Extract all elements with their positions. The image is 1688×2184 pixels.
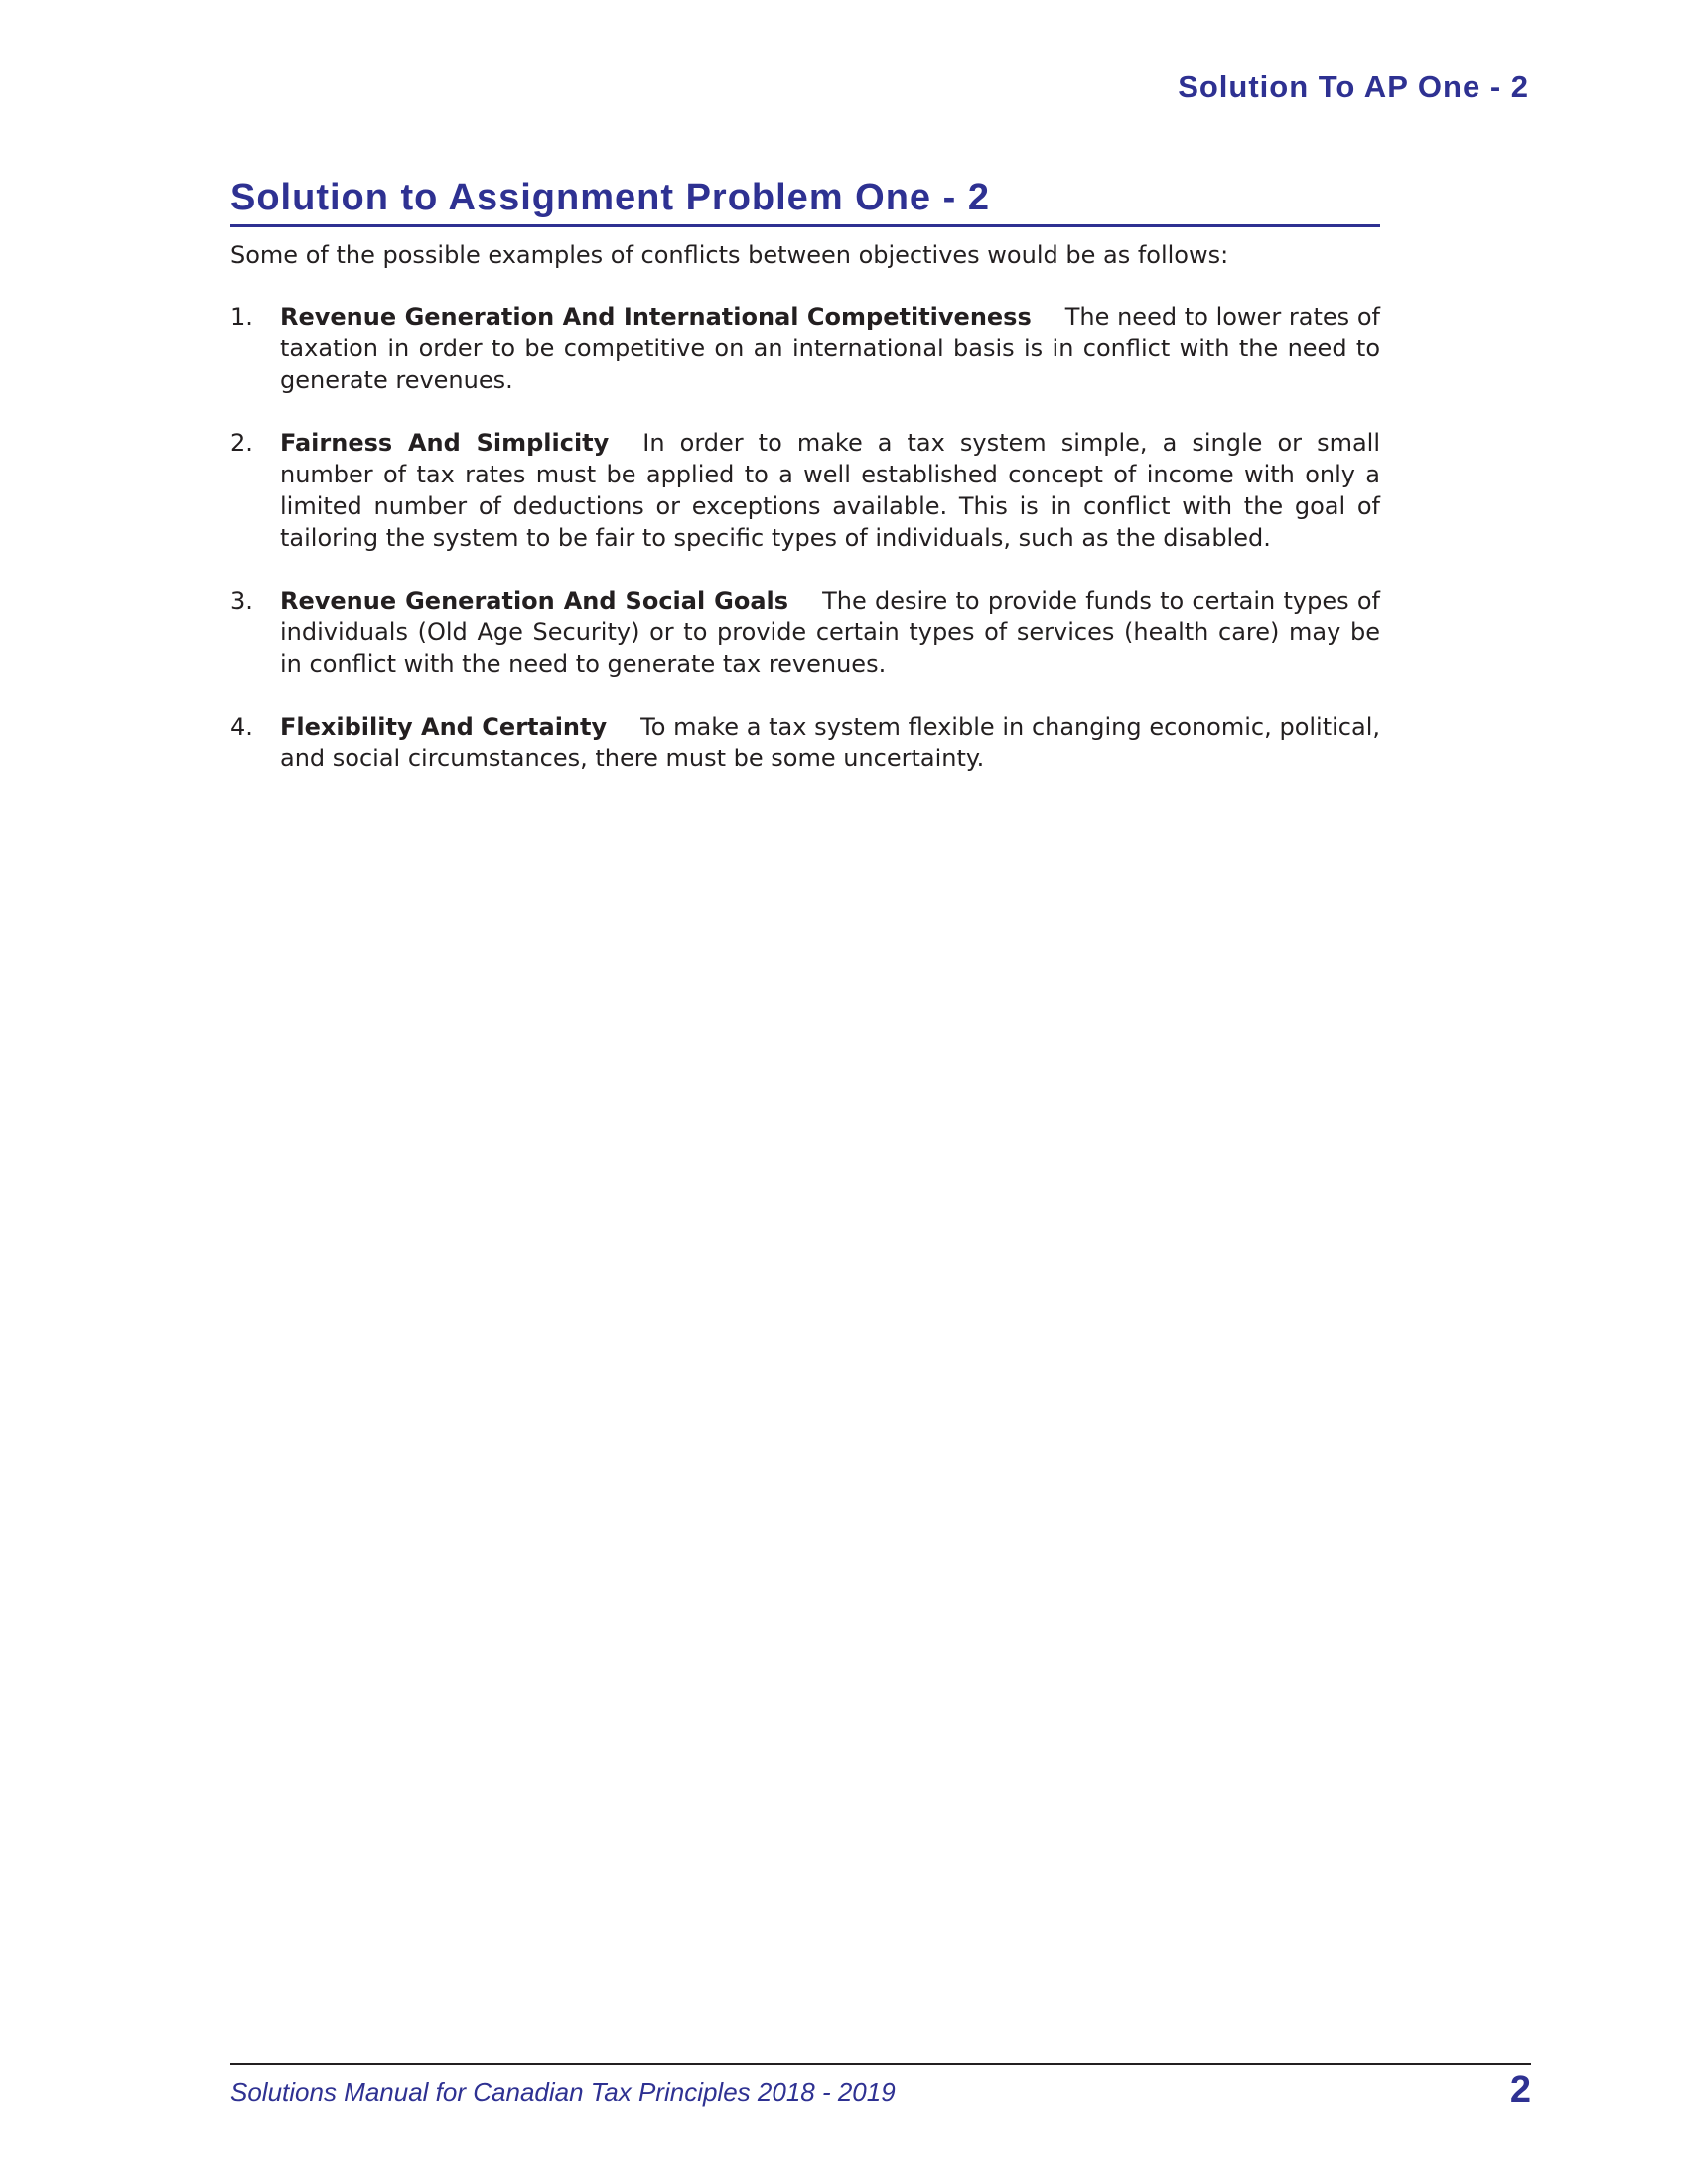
list-item-number: 1. xyxy=(230,303,253,331)
list-item xyxy=(230,427,1380,554)
list-item-body xyxy=(280,711,1380,774)
list-item xyxy=(230,585,1380,680)
footer-divider xyxy=(230,2063,1531,2065)
running-head: Solution To AP One - 2 xyxy=(1178,69,1529,104)
page-number: 2 xyxy=(1509,2069,1531,2111)
list-item-body xyxy=(280,301,1380,396)
section-title: Solution to Assignment Problem One - 2 xyxy=(230,177,1380,227)
list-item-number: 4. xyxy=(230,713,253,741)
list-item-text: The desire to provide funds to certain types of individuals (Old Age Security) or to provide certain types of services (health care) may be in conflict with the need to generate tax revenues. xyxy=(280,587,1381,678)
list-item-heading: Revenue Generation And International Competitiveness xyxy=(280,303,1032,331)
list-item xyxy=(230,711,1380,774)
list-item-number: 3. xyxy=(230,587,253,614)
footer-book-title: Solutions Manual for Canadian Tax Principles 2018 - 2019 xyxy=(230,2077,896,2107)
intro-paragraph: Some of the possible examples of conflicts between objectives would be as follows: xyxy=(230,241,1229,269)
list-item-heading: Revenue Generation And Social Goals xyxy=(280,587,789,614)
list-item-text: To make a tax system flexible in changing economic, political, and social circumstances, there must be some uncertainty. xyxy=(280,713,1380,772)
page-content xyxy=(230,177,1380,805)
list-item-number: 2. xyxy=(230,429,253,457)
list-item xyxy=(230,301,1380,396)
list-item-text: The need to lower rates of taxation in order to be competitive on an international basis is in conflict with the need to generate revenues. xyxy=(280,303,1380,394)
list-item-body xyxy=(280,585,1380,680)
list-item-body xyxy=(280,427,1380,554)
list-item-heading: Flexibility And Certainty xyxy=(280,713,608,741)
list-item-heading: Fairness And Simplicity xyxy=(280,429,610,457)
list-item-text: In order to make a tax system simple, a single or small number of tax rates must be applied to a well established concept of income with only a limited number of deductions or exceptions available. This is in conflict with the goal of tailoring the system to be fair to specific types of individuals, such as the disabled. xyxy=(280,429,1380,552)
